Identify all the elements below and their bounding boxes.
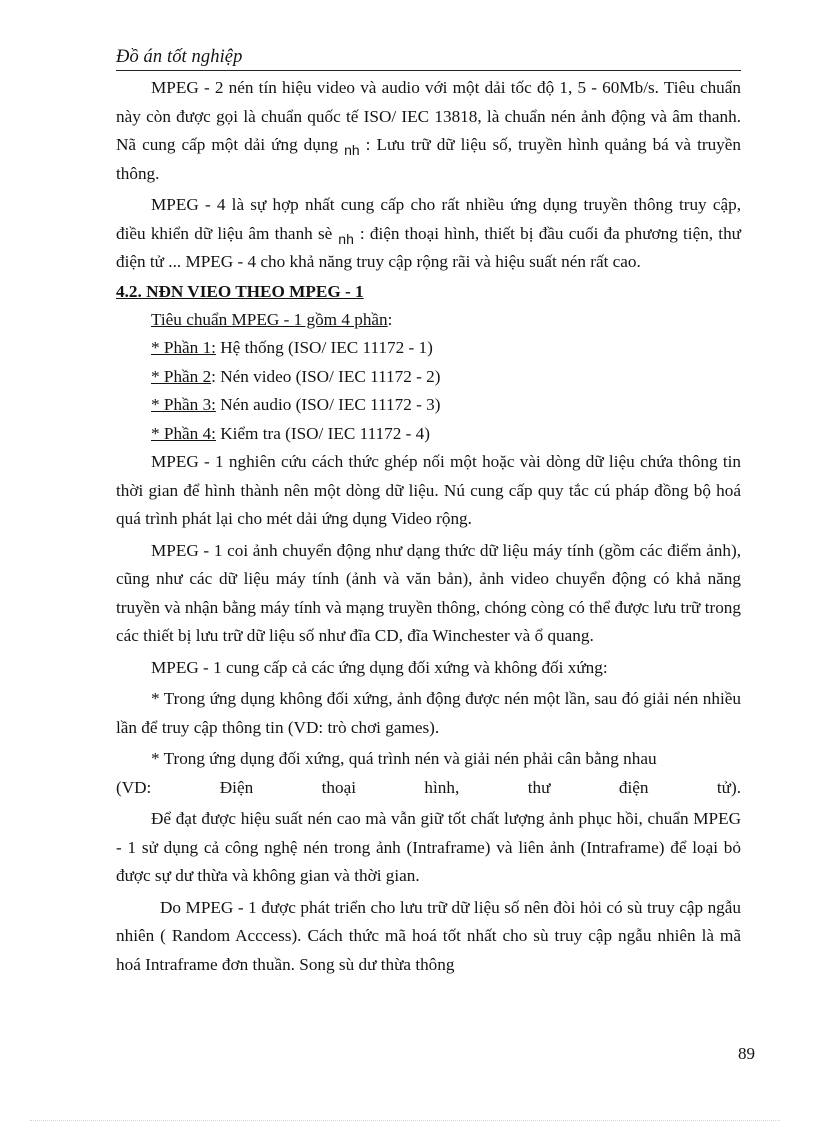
paragraph-moving-image: MPEG - 1 coi ảnh chuyển động như dạng thức dữ liệu máy tính (gồm các điểm ảnh), cũng như các dữ liệu máy tính (ảnh và văn bản), ảnh video chuyển động có khả năng truyền và nhận bằng máy tính và mạng truyền thông, chóng còng có thể được lưu trữ trong các thiết bị lưu trữ dữ liệu số như đĩa CD, đĩa Winchester và ổ quang. — [116, 540, 741, 645]
bottom-divider — [30, 1120, 780, 1121]
page-body — [116, 74, 741, 979]
page-header — [116, 46, 741, 71]
paragraph-mpeg2: MPEG - 2 nén tín hiệu video và audio với một dải tốc độ 1, 5 - 60Mb/s. Tiêu chuẩn này còn được gọi là chuẩn quốc tế ISO/ IEC 13818, là chuẩn nén ảnh động và âm thanh. Nã cung cấp một dải ứng dụng $_{nh}$ : Lưu trữ dữ liệu số, truyền hình quảng bá và truyền thông. — [116, 78, 741, 183]
paragraph-mpeg4: MPEG - 4 là sự hợp nhất cung cấp cho rất nhiều ứng dụng truyền thông truy cập, điều khiển dữ liệu âm thanh sè $_{nh}$ : điện thoại hình, thiết bị đầu cuối đa phương tiện, thư điện tử ... MPEG - 4 cho khả năng truy cập rộng rãi và hiệu suất nén rất cao. — [116, 195, 741, 271]
paragraph-multiplexing: MPEG - 1 nghiên cứu cách thức ghép nối một hoặc vài dòng dữ liệu chứa thông tin thời gian để hình thành nên một dòng dữ liệu. Nú cung cấp quy tắc cú pháp đồng bộ hoá quá trình phát lại cho mét dải ứng dụng Video rộng. — [116, 452, 741, 528]
paragraph-symmetric: * Trong ứng dụng đối xứng, quá trình nén và giải nén phải cân bằng nhau — [151, 749, 657, 768]
parts-intro: Tiêu chuẩn MPEG - 1 gồm 4 phần: — [151, 309, 393, 329]
paragraph-random-access: Do MPEG - 1 được phát triển cho lưu trữ dữ liệu số nên đòi hỏi có sù truy cập ngẫu nhiên ( Random Acccess). Cách thức mã hoá tốt nhất cho sù truy cập ngẫu nhiên là mã hoá Intraframe đơn thuần. Song sù dư thừa thông — [116, 897, 741, 974]
paragraph-applications: MPEG - 1 cung cấp cả các ứng dụng đối xứng và không đối xứng: — [151, 657, 608, 677]
part-item: * Phần 4: Kiểm tra (ISO/ IEC 11172 - 4) — [151, 423, 430, 443]
page-number: 89 — [738, 1044, 755, 1063]
paragraph-asymmetric: * Trong ứng dụng không đối xứng, ảnh động được nén một lần, sau đó giải nén nhiều lần để truy cập thông tin (VD: trò chơi games). — [116, 689, 741, 737]
part-item: * Phần 3: Nén audio (ISO/ IEC 11172 - 3) — [151, 395, 441, 414]
paragraph-compression: Để đạt được hiệu suất nén cao mà vẫn giữ tốt chất lượng ảnh phục hồi, chuẩn MPEG - 1 sử dụng cả công nghệ nén trong ảnh (Intraframe) và liên ảnh (Intraframe) để loại bỏ được sự dư thừa và không gian và thời gian. — [116, 809, 741, 885]
paragraph-symmetric-example: (VD: Điện thoại hình, thư điện tử). — [116, 777, 741, 797]
header-title: Đồ án tốt nghiệp — [116, 47, 243, 67]
section-heading: 4.2. NÐN VIEO THEO MPEG - 1 — [116, 281, 364, 301]
part-item: * Phần 1: Hệ thống (ISO/ IEC 11172 - 1) — [151, 338, 433, 357]
part-item: * Phần 2: Nén video (ISO/ IEC 11172 - 2) — [151, 366, 441, 386]
